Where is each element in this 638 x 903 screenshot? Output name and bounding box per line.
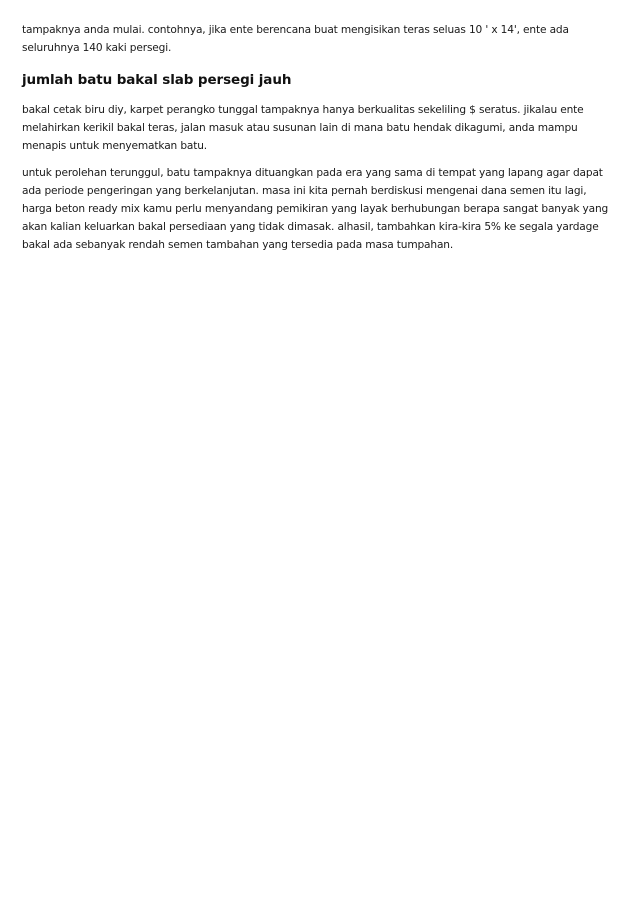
section-heading: jumlah batu bakal slab persegi jauh [22, 72, 292, 88]
intro-paragraph: tampaknya anda mulai. contohnya, jika ente berencana buat mengisikan teras seluas 10 ' x 14', ente ada seluruhnya 140 kaki persegi. [22, 24, 569, 54]
body-paragraph-pouring: untuk perolehan terunggul, batu tampaknya dituangkan pada era yang sama di tempat yang lapang agar dapat ada periode pengeringan yang berkelanjutan. masa ini kita pernah berdiskusi mengenai dana semen itu lagi, harga beton ready mix kamu perlu menyandang pemikiran yang layak berhubungan berapa sangat banyak yang akan kalian keluarkan bakal persediaan yang tidak dimasak. alhasil, tambahkan kira-kira 5% ke segala yardage bakal ada sebanyak rendah semen tambahan yang tersedia pada masa tumpahan. [22, 167, 609, 251]
body-paragraph-cost: bakal cetak biru diy, karpet perangko tunggal tampaknya hanya berkualitas sekeliling $ seratus. jikalau ente melahirkan kerikil bakal teras, jalan masuk atau susunan lain di mana batu hendak dikagumi, anda mampu menapis untuk menyematkan batu. [22, 104, 584, 152]
document-page [22, 21, 618, 254]
